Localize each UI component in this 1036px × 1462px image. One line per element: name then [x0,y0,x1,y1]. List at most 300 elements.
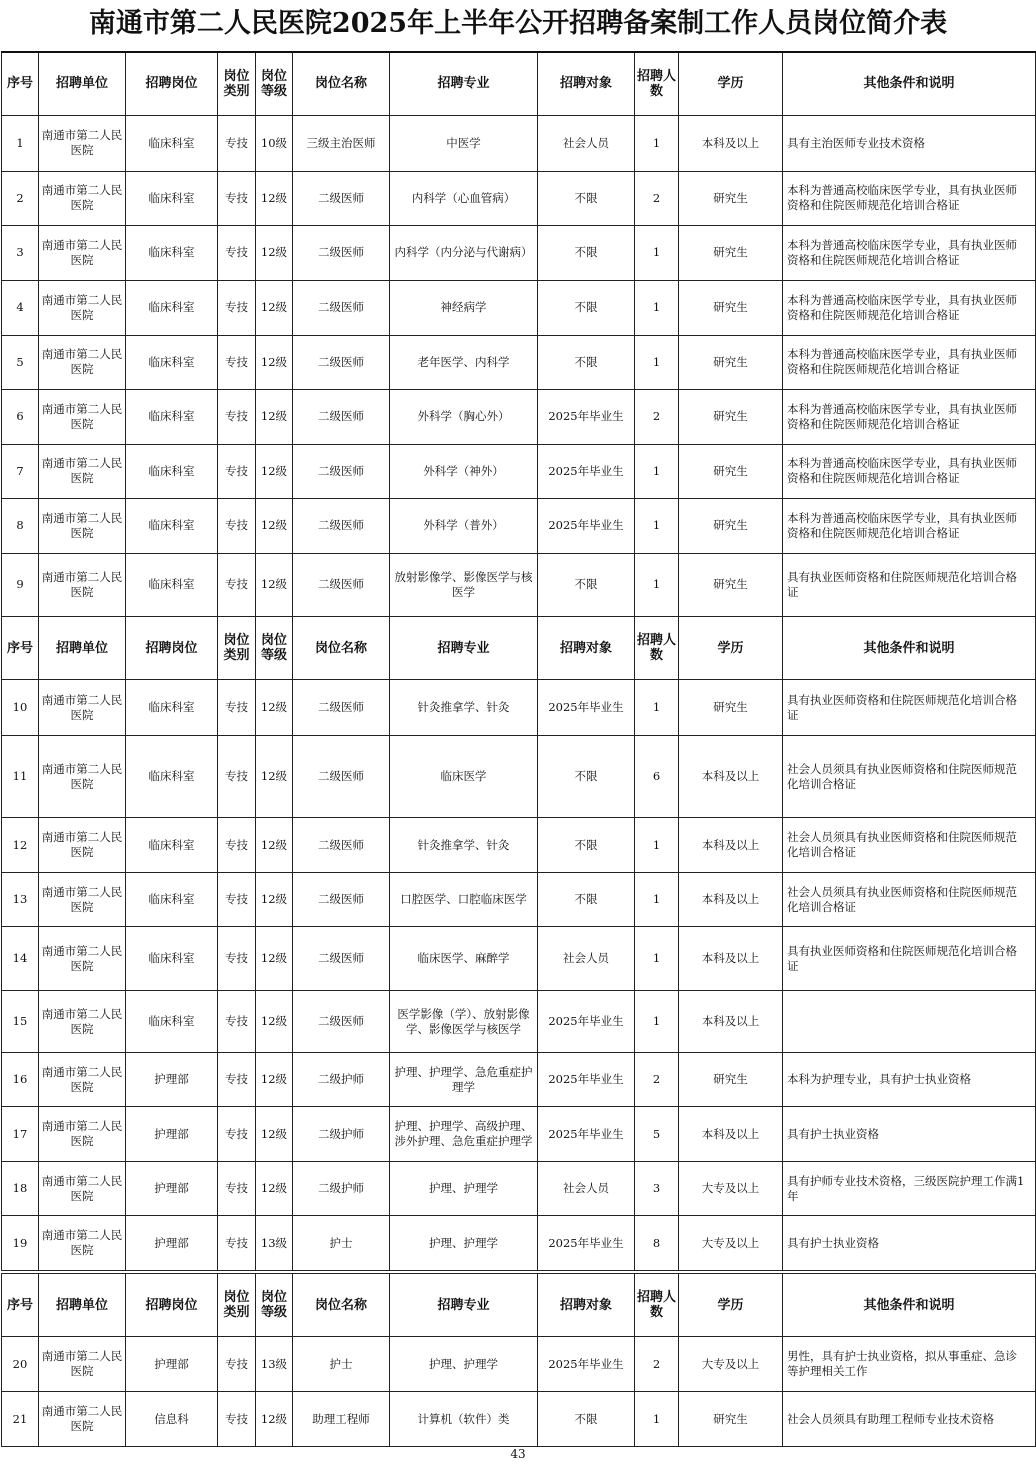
table-row [2,873,1036,927]
cell-post: 护理部 [126,1216,218,1271]
cell-edu: 本科及以上 [679,736,783,818]
cell-unit-line: 南通市第二人民 [41,1006,123,1021]
cell-note [783,444,1036,498]
cell-unit [39,680,126,736]
cell-edu: 本科及以上 [679,818,783,873]
cell-edu: 研究生 [679,498,783,553]
cell-post: 信息科 [126,1392,218,1447]
cell-level: 12级 [256,389,293,444]
cell-count: 8 [635,1216,679,1271]
cell-note-line: 化培训合格证 [787,845,856,859]
cell-major-line: 护理、护理学、急危重症护 [394,1064,533,1079]
cell-major [390,818,538,873]
cell-count: 1 [635,444,679,498]
column-header-line: 岗位 [260,633,287,648]
cell-major-line: 护理、护理学、高级护理、 [394,1119,533,1133]
column-header-line: 序号 [6,76,33,92]
cell-post: 临床科室 [126,736,218,818]
column-header-line: 学历 [717,640,744,656]
cell-no: 10 [2,680,39,736]
cell-unit [39,736,126,818]
cell-count: 6 [635,736,679,818]
cell-major [390,389,538,444]
column-header-line: 等级 [260,1305,287,1320]
cell-target: 社会人员 [538,927,635,991]
cell-category: 专技 [218,389,256,444]
cell-level: 12级 [256,280,293,335]
cell-count: 1 [635,280,679,335]
column-header-line: 招聘对象 [559,640,612,656]
cell-unit-line: 医院 [70,1079,94,1094]
cell-no: 17 [2,1107,39,1162]
cell-count: 1 [635,680,679,736]
cell-unit-line: 南通市第二人民 [41,830,123,844]
cell-major-line: 老年医学、内科学 [417,354,510,369]
cell-major-line: 临床医学、麻醉学 [417,951,510,965]
cell-edu: 研究生 [679,1392,783,1447]
cell-note [783,736,1036,818]
column-header [218,52,256,115]
cell-note-line: 本科为普通高校临床医学专业，具有执业医师 [787,183,1017,197]
cell-no: 4 [2,280,39,335]
cell-edu: 研究生 [679,680,783,736]
cell-category: 专技 [218,1337,256,1392]
cell-major [390,171,538,225]
cell-edu: 大专及以上 [679,1337,783,1392]
column-header [2,1274,39,1337]
cell-unit-line: 南通市第二人民 [41,692,123,707]
cell-note-line: 资格和住院医师规范化培训合格证 [787,362,960,376]
cell-no: 11 [2,736,39,818]
cell-unit-line: 医院 [70,198,94,212]
column-header-line: 岗位 [223,633,250,648]
cell-unit-line: 医院 [70,707,94,722]
table-row [2,680,1036,736]
cell-post: 临床科室 [126,927,218,991]
cell-name: 三级主治医师 [293,115,390,171]
table-row [2,991,1036,1053]
cell-note [783,1392,1036,1447]
cell-major-line: 神经病学 [440,300,487,314]
cell-major [390,115,538,171]
cell-no: 13 [2,873,39,927]
column-header-line: 类别 [223,648,250,663]
cell-note-line: 化培训合格证 [787,776,856,791]
cell-count: 3 [635,1162,679,1216]
cell-target: 2025年毕业生 [538,1053,635,1107]
cell-post: 护理部 [126,1162,218,1216]
cell-unit [39,1162,126,1216]
cell-name: 二级医师 [293,927,390,991]
cell-unit-line: 医院 [70,362,94,376]
cell-unit [39,818,126,873]
column-header [39,1274,126,1337]
table-row [2,1162,1036,1216]
table-row [2,498,1036,553]
cell-count: 1 [635,115,679,171]
column-header [256,52,293,115]
column-header [783,617,1036,680]
cell-major-line: 涉外护理、急危重症护理学 [394,1134,533,1148]
cell-note [783,389,1036,444]
column-header-line: 招聘人 [637,1290,677,1305]
column-header-line: 学历 [717,1297,744,1313]
cell-no: 20 [2,1337,39,1392]
cell-major [390,280,538,335]
cell-count: 1 [635,1392,679,1447]
cell-unit [39,553,126,616]
cell-note-line: 资格和住院医师规范化培训合格证 [787,198,960,212]
table-row [2,736,1036,818]
cell-level: 13级 [256,1337,293,1392]
cell-note [783,1162,1036,1216]
column-header [390,52,538,115]
cell-name: 二级医师 [293,171,390,225]
cell-note-line: 具有执业医师资格和住院医师规范化培训合格 [787,569,1017,584]
cell-unit [39,991,126,1053]
cell-note-line: 男性，具有护士执业资格，拟从事重症、急诊 [787,1349,1017,1363]
column-header-line: 数 [649,83,663,99]
cell-no: 16 [2,1053,39,1107]
page-number: 43 [510,1447,526,1461]
cell-note-line: 社会人员须具有执业医师资格和住院医师规范 [787,884,1017,899]
cell-note-line: 等护理相关工作 [787,1364,868,1378]
column-header-line: 岗位 [223,1290,250,1305]
cell-unit-line: 南通市第二人民 [41,510,123,525]
cell-major [390,335,538,389]
cell-note [783,818,1036,873]
column-header [218,617,256,680]
cell-edu: 研究生 [679,1053,783,1107]
cell-level: 12级 [256,818,293,873]
cell-note-line: 本科为护理专业，具有护士执业资格 [787,1072,971,1086]
cell-unit-line: 医院 [70,143,94,157]
cell-level: 12级 [256,225,293,280]
column-header [293,1274,390,1337]
cell-major-line: 临床医学 [440,769,487,783]
cell-level: 12级 [256,444,293,498]
cell-unit-line: 南通市第二人民 [41,292,123,307]
cell-unit-line: 南通市第二人民 [41,884,123,899]
cell-count: 1 [635,553,679,616]
cell-count: 2 [635,171,679,225]
cell-category: 专技 [218,736,256,818]
column-header-line: 等级 [260,648,287,663]
cell-name: 二级护师 [293,1053,390,1107]
cell-no: 12 [2,818,39,873]
cell-target: 不限 [538,1392,635,1447]
cell-level: 13级 [256,1216,293,1271]
cell-level: 12级 [256,171,293,225]
cell-major-line: 外科学（神外） [423,463,504,478]
column-header-line: 岗位名称 [314,1297,367,1313]
cell-unit [39,389,126,444]
cell-count: 2 [635,1337,679,1392]
column-header [635,1274,679,1337]
cell-major [390,991,538,1053]
column-header [538,52,635,115]
cell-edu: 本科及以上 [679,927,783,991]
cell-note-line: 化培训合格证 [787,899,856,914]
cell-category: 专技 [218,498,256,553]
cell-note-line: 具有护士执业资格 [787,1235,879,1250]
cell-unit-line: 医院 [70,584,94,599]
cell-level: 12级 [256,680,293,736]
cell-note-line: 具有执业医师资格和住院医师规范化培训合格 [787,943,1017,958]
column-header-line: 招聘专业 [437,640,490,656]
cell-note-line: 资格和住院医师规范化培训合格证 [787,416,960,431]
cell-count: 1 [635,991,679,1053]
cell-name: 护士 [293,1216,390,1271]
cell-major [390,1162,538,1216]
cell-count: 1 [635,873,679,927]
column-header [390,1274,538,1337]
cell-name: 护士 [293,1337,390,1392]
column-header [126,1274,218,1337]
column-header-line: 招聘人 [637,68,677,84]
cell-major [390,1392,538,1447]
cell-note-line: 资格和住院医师规范化培训合格证 [787,525,960,540]
cell-unit [39,927,126,991]
cell-unit-line: 医院 [70,1243,94,1257]
cell-major-line: 学、影像医学与核医学 [406,1021,521,1036]
cell-category: 专技 [218,927,256,991]
cell-note-line: 社会人员须具有助理工程师专业技术资格 [787,1411,994,1426]
cell-major-line: 计算机（软件）类 [417,1411,510,1426]
column-header [390,617,538,680]
cell-category: 专技 [218,1216,256,1271]
column-header [39,617,126,680]
cell-unit [39,1053,126,1107]
column-header-line: 招聘人 [637,633,677,648]
cell-name: 助理工程师 [293,1392,390,1447]
cell-category: 专技 [218,680,256,736]
cell-unit-line: 医院 [70,1364,94,1378]
cell-post: 临床科室 [126,680,218,736]
cell-major-line: 理学 [452,1079,475,1094]
cell-target: 社会人员 [538,115,635,171]
table-row [2,1392,1036,1447]
column-header [635,617,679,680]
cell-unit-line: 南通市第二人民 [41,456,123,470]
cell-unit [39,444,126,498]
cell-post: 临床科室 [126,991,218,1053]
cell-note [783,1053,1036,1107]
table-header-row [2,617,1036,680]
cell-post: 临床科室 [126,553,218,616]
cell-post: 临床科室 [126,115,218,171]
column-header [635,52,679,115]
column-header [218,1274,256,1337]
cell-no: 3 [2,225,39,280]
cell-unit-line: 南通市第二人民 [41,183,123,197]
column-header [783,52,1036,115]
cell-post: 临床科室 [126,498,218,553]
column-header [679,617,783,680]
table-row [2,444,1036,498]
cell-target: 不限 [538,873,635,927]
cell-note-line: 本科为普通高校临床医学专业，具有执业医师 [787,347,1017,361]
column-header-line: 岗位名称 [314,640,367,656]
cell-target: 2025年毕业生 [538,498,635,553]
cell-note [783,553,1036,616]
column-header [126,52,218,115]
cell-name: 二级医师 [293,444,390,498]
cell-count: 2 [635,389,679,444]
column-header-line: 其他条件和说明 [863,76,955,92]
cell-target: 不限 [538,335,635,389]
cell-unit-line: 南通市第二人民 [41,1349,123,1363]
cell-unit [39,1107,126,1162]
cell-note [783,873,1036,927]
column-header [679,52,783,115]
position-table-section [1,51,1036,617]
cell-major-line: 外科学（普外） [423,518,504,532]
cell-unit-line: 南通市第二人民 [41,128,123,142]
cell-note-line: 本科为普通高校临床医学专业，具有执业医师 [787,292,1017,307]
cell-unit [39,171,126,225]
cell-note [783,498,1036,553]
cell-major [390,1053,538,1107]
cell-edu: 研究生 [679,225,783,280]
cell-edu: 研究生 [679,335,783,389]
column-header-line: 招聘单位 [55,1297,108,1313]
table-row [2,225,1036,280]
cell-major-line: 护理、护理学 [429,1356,498,1371]
cell-unit-line: 南通市第二人民 [41,1228,123,1242]
cell-major-line: 外科学（胸心外） [417,409,510,423]
cell-note-line: 具有执业医师资格和住院医师规范化培训合格 [787,692,1017,707]
cell-unit [39,225,126,280]
cell-name: 二级医师 [293,389,390,444]
cell-major [390,553,538,616]
cell-post: 临床科室 [126,171,218,225]
column-header-line: 招聘岗位 [145,640,198,656]
cell-no: 5 [2,335,39,389]
column-header [2,617,39,680]
column-header [538,617,635,680]
cell-category: 专技 [218,115,256,171]
cell-name: 二级医师 [293,280,390,335]
cell-target: 不限 [538,553,635,616]
cell-note-line: 本科为普通高校临床医学专业，具有执业医师 [787,456,1017,470]
column-header-line: 序号 [6,640,33,656]
cell-unit-line: 南通市第二人民 [41,401,123,416]
column-header-line: 其他条件和说明 [863,1297,955,1313]
cell-edu: 研究生 [679,389,783,444]
cell-major [390,444,538,498]
cell-category: 专技 [218,873,256,927]
cell-note-line: 年 [787,1188,799,1203]
cell-note [783,225,1036,280]
cell-unit-line: 医院 [70,1419,94,1433]
cell-target: 不限 [538,225,635,280]
cell-target: 不限 [538,171,635,225]
column-header-line: 招聘岗位 [145,76,198,92]
cell-note [783,280,1036,335]
cell-no: 2 [2,171,39,225]
cell-unit [39,1216,126,1271]
cell-name: 二级医师 [293,680,390,736]
cell-post: 临床科室 [126,818,218,873]
cell-unit-line: 南通市第二人民 [41,761,123,776]
cell-no: 15 [2,991,39,1053]
cell-category: 专技 [218,991,256,1053]
cell-unit [39,498,126,553]
cell-major [390,736,538,818]
table-row [2,280,1036,335]
position-table-section [1,616,1036,1271]
cell-no: 18 [2,1162,39,1216]
column-header-line: 招聘专业 [437,76,490,92]
cell-edu: 本科及以上 [679,873,783,927]
cell-edu: 研究生 [679,280,783,335]
column-header [538,1274,635,1337]
cell-count: 1 [635,498,679,553]
cell-note [783,680,1036,736]
cell-note [783,1337,1036,1392]
cell-note-line: 本科为普通高校临床医学专业，具有执业医师 [787,401,1017,416]
column-header [256,617,293,680]
cell-level: 12级 [256,498,293,553]
cell-edu: 本科及以上 [679,115,783,171]
cell-major-line: 护理、护理学 [429,1181,498,1195]
cell-note [783,171,1036,225]
cell-level: 10级 [256,115,293,171]
column-header-line: 招聘单位 [55,640,108,656]
column-header-line: 学历 [717,76,744,92]
cell-unit [39,280,126,335]
cell-level: 12级 [256,1107,293,1162]
column-header-line: 招聘对象 [559,76,612,92]
column-header [679,1274,783,1337]
cell-target: 2025年毕业生 [538,389,635,444]
table-row [2,1053,1036,1107]
column-header-line: 类别 [223,1305,250,1320]
cell-major [390,1337,538,1392]
cell-target: 不限 [538,818,635,873]
cell-major-line: 内科学（心血管病） [411,190,516,205]
cell-level: 12级 [256,1392,293,1447]
cell-level: 12级 [256,1053,293,1107]
cell-note-line: 具有护师专业技术资格，三级医院护理工作满1 [787,1173,1025,1188]
cell-unit [39,1337,126,1392]
cell-note [783,927,1036,991]
cell-unit-line: 医院 [70,252,94,267]
column-header [2,52,39,115]
cell-unit-line: 南通市第二人民 [41,1404,123,1418]
cell-edu: 本科及以上 [679,1107,783,1162]
document-title: 南通市第二人民医院2025年上半年公开招聘备案制工作人员岗位简介表 [88,8,948,39]
column-header [256,1274,293,1337]
cell-post: 临床科室 [126,335,218,389]
cell-major [390,1107,538,1162]
cell-note-line: 资格和住院医师规范化培训合格证 [787,471,960,485]
table-header-row [2,52,1036,115]
cell-unit-line: 医院 [70,958,94,973]
cell-no: 14 [2,927,39,991]
cell-target: 不限 [538,736,635,818]
cell-count: 2 [635,1053,679,1107]
cell-category: 专技 [218,1392,256,1447]
cell-major-line: 放射影像学、影像医学与核 [394,569,533,584]
cell-post: 护理部 [126,1053,218,1107]
cell-note-line: 具有护士执业资格 [787,1126,879,1141]
cell-note [783,335,1036,389]
cell-target: 2025年毕业生 [538,1216,635,1271]
cell-level: 12级 [256,553,293,616]
cell-no: 1 [2,115,39,171]
